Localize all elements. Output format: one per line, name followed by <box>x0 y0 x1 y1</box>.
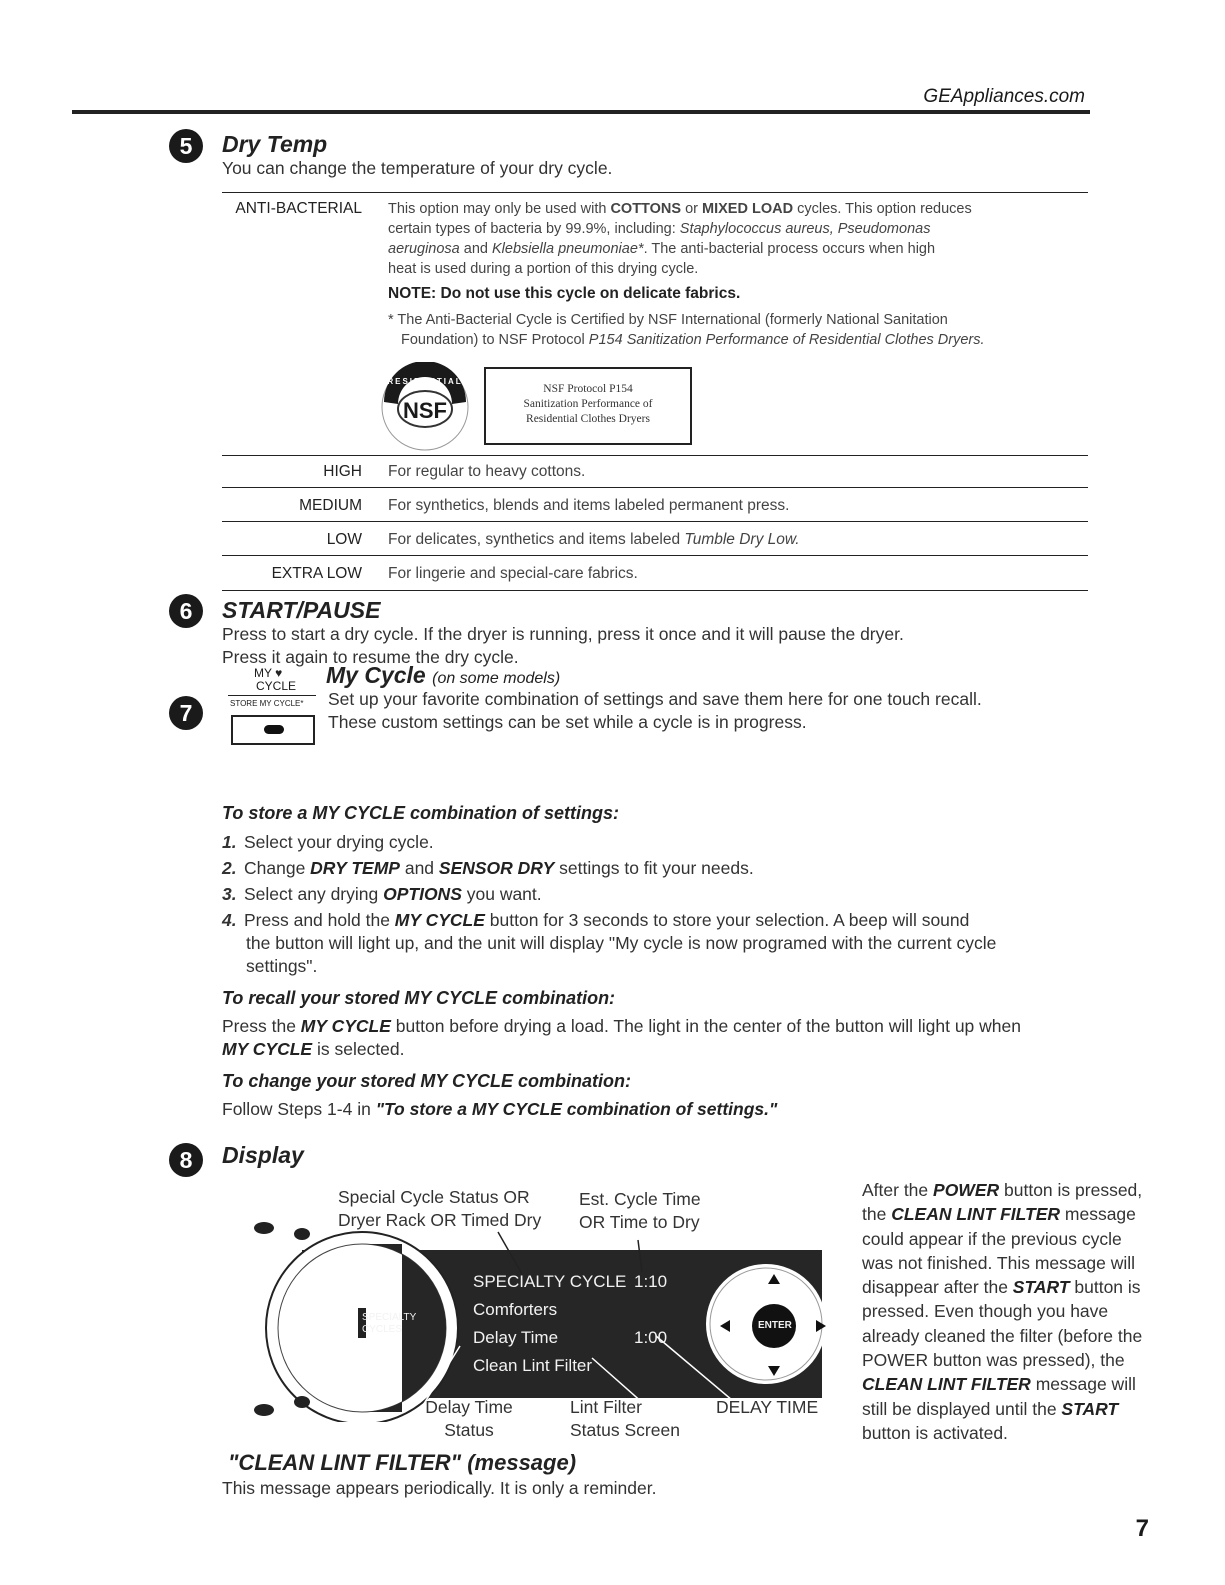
rule <box>222 521 1088 522</box>
delicate-note: NOTE: Do not use this cycle on delicate fabrics. <box>388 285 741 302</box>
recall-line1: Press the MY CYCLE button before drying a load. The light in the center of the button will light up when <box>222 1016 1021 1036</box>
display-title: Display <box>222 1142 304 1168</box>
display-side-note: After the POWER button is pressed, the CLEAN LINT FILTER message could appear if the previous cycle was not finished. This message will disappear after the START button is pressed. Even though you have already cleaned the filter (before the POWER button was pressed), the CLEAN LINT FILTER message will still be displayed until the START button is activated. <box>862 1180 1143 1443</box>
start-pause-title: START/PAUSE <box>222 597 381 623</box>
clean-lint-desc: This message appears periodically. It is only a reminder. <box>222 1478 657 1498</box>
anti-bacterial-desc: This option may only be used with COTTONS or MIXED LOAD cycles. This option reduces certain types of bacteria by 99.9%, including: Staphylococcus aureus, Pseudomonas aeruginosa and Klebsiella pneumoniae*. The anti-bacterial process occurs when high heat is used during a portion of this drying cycle. <box>388 201 972 277</box>
store-step-4: 4. Press and hold the MY CYCLE button for 3 seconds to store your selection. A beep will sound <box>222 910 970 930</box>
my-cycle-line1: Set up your favorite combination of settings and save them here for one touch recall. <box>328 689 982 709</box>
display-panel-illustration: SPECIALTY CYCLES SPECIALTY CYCLE 1:10 Comforters Delay Time 1:00 Clean Lint Filter ENTER <box>222 1210 852 1422</box>
temp-label-medium: MEDIUM <box>299 497 362 514</box>
header-rule <box>72 110 1090 114</box>
recall-line2: MY CYCLE is selected. <box>222 1039 405 1059</box>
temp-desc-medium: For synthetics, blends and items labeled permanent press. <box>388 497 790 514</box>
recall-heading: To recall your stored MY CYCLE combination: <box>222 988 616 1008</box>
lcd-comforters: Comforters <box>473 1300 558 1319</box>
page-number: 7 <box>1135 1515 1149 1542</box>
nsf-logo <box>370 362 480 452</box>
rule <box>222 455 1088 456</box>
temp-label-low: LOW <box>326 531 362 548</box>
dry-temp-title: Dry Temp <box>222 131 328 157</box>
label-est-time: Est. Cycle Time OR Time to Dry <box>579 1189 701 1232</box>
rule <box>222 555 1088 556</box>
nsf-protocol-box: NSF Protocol P154 Sanitization Performance of Residential Clothes Dryers <box>484 367 692 445</box>
temp-desc-extra-low: For lingerie and special-care fabrics. <box>388 565 638 582</box>
site-url: GEAppliances.com <box>923 86 1085 107</box>
rule <box>222 487 1088 488</box>
store-step-2: 2. Change DRY TEMP and SENSOR DRY settings to fit your needs. <box>222 858 754 878</box>
my-cycle-title: My Cycle (on some models) <box>326 662 561 688</box>
start-pause-line1: Press to start a dry cycle. If the dryer is running, press it once and it will pause the dryer. <box>222 624 904 644</box>
change-heading: To change your stored MY CYCLE combination: <box>222 1071 632 1091</box>
rule <box>222 192 1088 193</box>
lcd-clean-lint-filter: Clean Lint Filter <box>473 1356 593 1375</box>
nsf-certification: * The Anti-Bacterial Cycle is Certified by NSF International (formerly National Sanitation Foundation) to NSF Protocol P154 Sanitization Performance of Residential Clothes Dryers. <box>388 312 985 348</box>
label-delay-status: Delay Time Status <box>425 1397 513 1440</box>
enter-button: ENTER <box>758 1320 792 1331</box>
lcd-specialty-cycle: SPECIALTY CYCLE <box>473 1272 627 1291</box>
store-step-1: 1. Select your drying cycle. <box>222 832 434 852</box>
dry-temp-intro: You can change the temperature of your dry cycle. <box>222 158 613 178</box>
store-step-3: 3. Select any drying OPTIONS you want. <box>222 884 542 904</box>
label-delay-time-button: DELAY TIME <box>716 1397 819 1417</box>
my-cycle-line2: These custom settings can be set while a cycle is in progress. <box>328 712 807 732</box>
anti-bacterial-label: ANTI-BACTERIAL <box>235 200 362 217</box>
svg-text:RESIDENTIAL: RESIDENTIAL <box>387 377 463 386</box>
lcd-delay-time: Delay Time <box>473 1328 559 1347</box>
store-heading: To store a MY CYCLE combination of settings: <box>222 803 620 823</box>
change-line: Follow Steps 1-4 in "To store a MY CYCLE combination of settings." <box>222 1099 778 1119</box>
temp-desc-high: For regular to heavy cottons. <box>388 463 586 480</box>
label-lint-filter: Lint Filter Status Screen <box>570 1397 680 1440</box>
clean-lint-title: "CLEAN LINT FILTER" (message) <box>228 1450 577 1475</box>
temp-label-extra-low: EXTRA LOW <box>271 565 362 582</box>
section-6-badge: 6 <box>169 594 203 628</box>
lcd-time-1: 1:10 <box>634 1272 668 1291</box>
temp-label-high: HIGH <box>323 463 362 480</box>
rule <box>222 590 1088 591</box>
store-step-4-line2: the button will light up, and the unit will display "My cycle is now programed with the current cycle <box>246 933 997 953</box>
temp-desc-low: For delicates, synthetics and items labeled Tumble Dry Low. <box>388 531 800 548</box>
lcd-time-2: 1:00 <box>634 1328 668 1347</box>
label-special-status: Special Cycle Status OR Dryer Rack OR Timed Dry <box>338 1187 542 1230</box>
start-pause-line2: Press it again to resume the dry cycle. <box>222 647 519 667</box>
my-cycle-button-icon: MY ♥ CYCLE STORE MY CYCLE* <box>228 666 320 748</box>
svg-text:NSF: NSF <box>403 398 447 423</box>
section-8-badge: 8 <box>169 1143 203 1177</box>
section-7-badge: 7 <box>169 696 203 730</box>
section-5-badge: 5 <box>169 129 203 163</box>
store-step-4-line3: settings". <box>246 956 318 976</box>
